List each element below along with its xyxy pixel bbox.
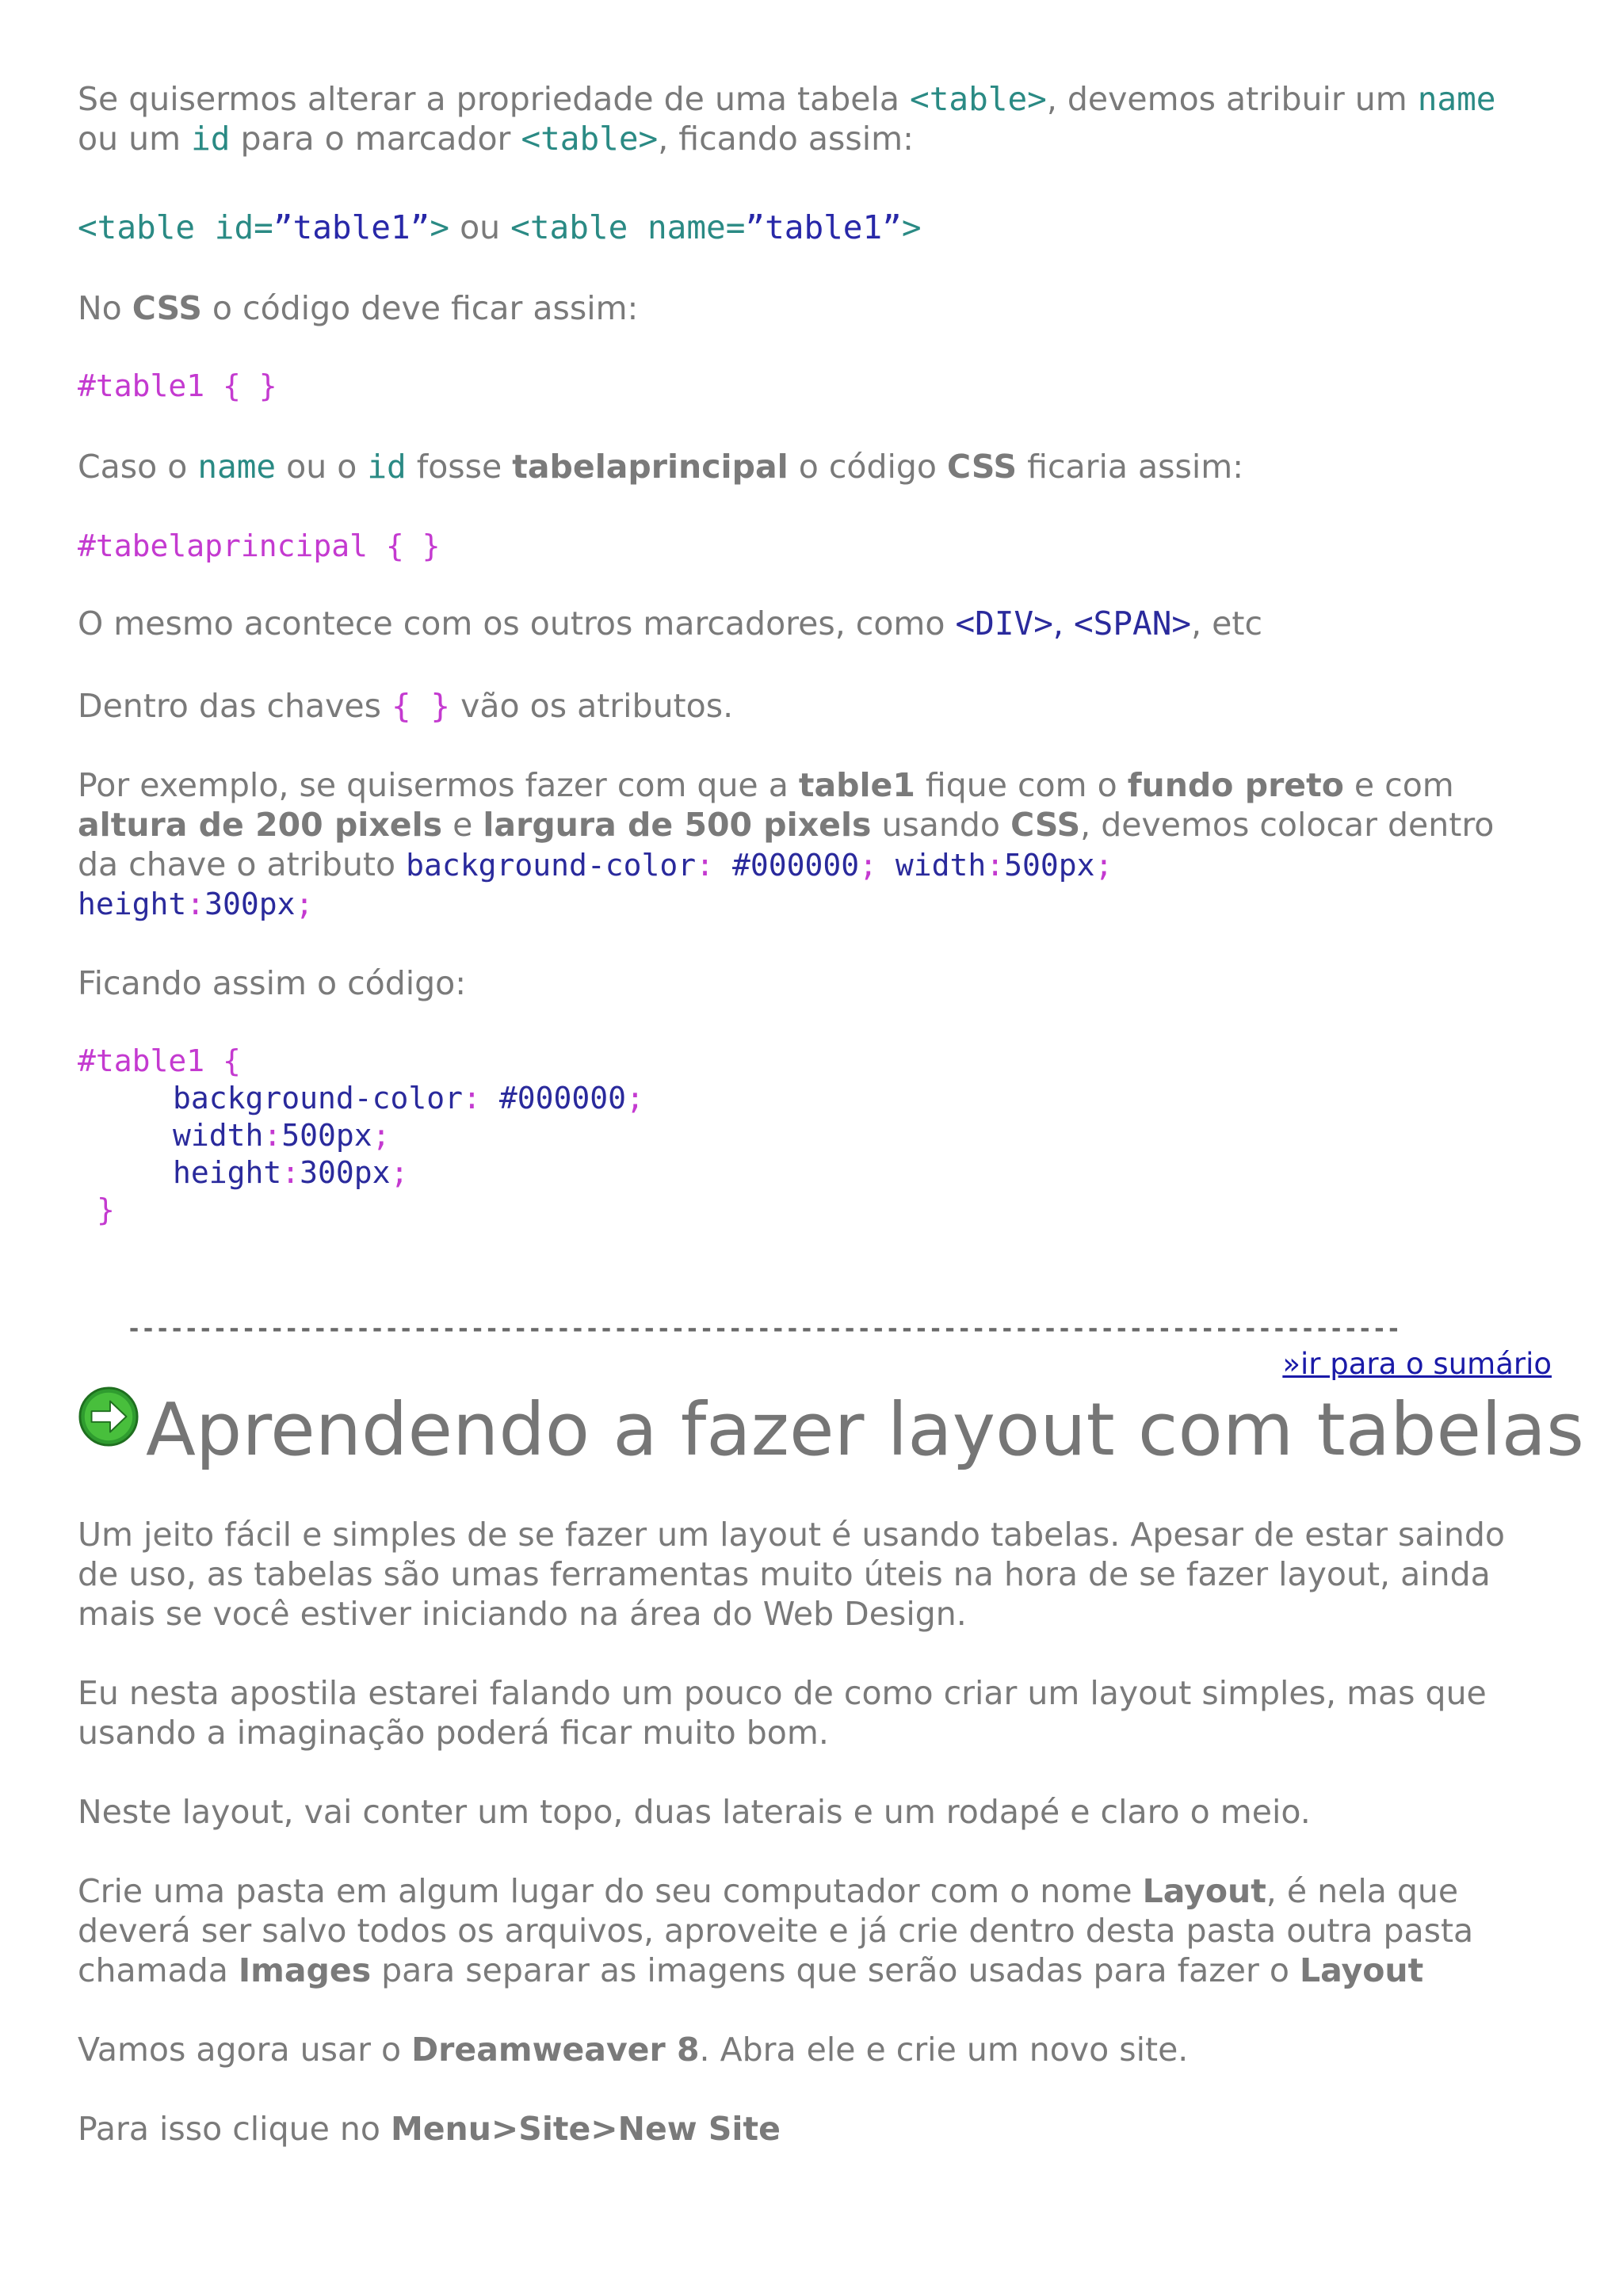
text: da chave o atributo [78, 845, 407, 883]
code-line [78, 1154, 1583, 1192]
text: , é nela que [1266, 1872, 1459, 1910]
code-inline: name= [647, 208, 746, 246]
paragraph-intro [78, 79, 1583, 158]
text: ou um [78, 120, 192, 158]
paragraph-new-site [78, 2109, 1583, 2149]
code-inline: ; [390, 1155, 409, 1190]
code-line: #table1 { [78, 1043, 241, 1078]
text: Caso o [78, 448, 198, 486]
code-line [78, 1080, 1583, 1117]
code-inline: background-color [406, 848, 697, 883]
text-bold: Layout [1299, 1951, 1424, 1989]
paragraph-line: mais se você estiver iniciando na área do Web Design. [78, 1595, 967, 1633]
text-bold: Menu>Site>New Site [390, 2110, 781, 2148]
text: Vamos agora usar o [78, 2031, 412, 2069]
code-inline: height [173, 1155, 282, 1190]
text-bold: table1 [798, 766, 915, 804]
paragraph-line [78, 805, 1583, 845]
code-inline: ; [859, 848, 877, 883]
code-inline: : [263, 1118, 282, 1153]
code-line [78, 1117, 1583, 1154]
text: para separar as imagens que serão usadas para fazer o [371, 1951, 1300, 1989]
paragraph-line: de uso, as tabelas são umas ferramentas muito úteis na hora de se fazer layout, ainda [78, 1555, 1491, 1593]
text: para o marcador [230, 120, 521, 158]
paragraph-line: Eu nesta apostila estarei falando um pouco de como criar um layout simples, mas que [78, 1674, 1487, 1712]
paragraph-markers [78, 604, 1583, 643]
arrow-right-icon [78, 1386, 139, 1447]
text: , etc [1191, 605, 1262, 643]
code-inline: ”table1” [745, 208, 902, 246]
code-inline: <table [510, 208, 647, 246]
code-inline: width [876, 848, 987, 883]
code-inline: <table> [910, 80, 1047, 118]
paragraph-line [78, 1871, 1583, 1911]
section-separator: ----------------------------------------------------------------------------------------- [127, 1315, 1401, 1334]
code-inline: 500px [281, 1118, 372, 1153]
code-line: } [97, 1192, 115, 1227]
code-inline: <table [78, 208, 215, 246]
code-inline: > [430, 208, 450, 246]
code-block: #table1 { } [78, 368, 277, 403]
text: , devemos colocar dentro [1080, 806, 1495, 844]
section-heading [78, 1383, 1584, 1478]
text-bold: CSS [947, 448, 1018, 486]
text-bold: tabelaprincipal [512, 448, 789, 486]
paragraph-line [78, 1951, 1583, 1990]
text-bold: Layout [1142, 1872, 1266, 1910]
code-inline: : [986, 848, 1005, 883]
paragraph-apostila [78, 1673, 1583, 1753]
code-inline: ; [625, 1081, 644, 1116]
text: No [78, 289, 132, 327]
text-bold: Dreamweaver 8 [411, 2031, 700, 2069]
text: ficaria assim: [1017, 448, 1244, 486]
text: usando [871, 806, 1011, 844]
code-inline: 300px [300, 1155, 391, 1190]
text: O mesmo acontece com os outros marcadores, como [78, 605, 956, 643]
paragraph-case [78, 447, 1583, 486]
paragraph-layout-parts: Neste layout, vai conter um topo, duas laterais e um rodapé e claro o meio. [78, 1793, 1311, 1831]
paragraph-layout-intro [78, 1515, 1583, 1634]
text: , [1052, 605, 1074, 643]
text-bold: CSS [1010, 806, 1081, 844]
code-inline: background-color [173, 1081, 464, 1116]
toc-link[interactable]: »ir para o sumário [1282, 1347, 1552, 1381]
text: Se quisermos alterar a propriedade de uma tabela [78, 80, 911, 118]
text: , ficando assim: [658, 120, 914, 158]
code-inline: <SPAN> [1073, 605, 1192, 643]
paragraph-line: usando a imaginação poderá ficar muito bom. [78, 1714, 829, 1752]
code-inline: ”table1” [273, 208, 430, 246]
code-inline: id [367, 448, 407, 486]
code-inline: <DIV> [955, 605, 1053, 643]
paragraph-code-intro: Ficando assim o código: [78, 964, 467, 1002]
text-bold: Images [238, 1951, 372, 1989]
text: e [442, 806, 483, 844]
text-bold: fundo preto [1127, 766, 1344, 804]
paragraph-dreamweaver [78, 2030, 1583, 2069]
code-inline: width [173, 1118, 264, 1153]
text: Por exemplo, se quisermos fazer com que a [78, 766, 799, 804]
paragraph-braces [78, 686, 1583, 726]
code-inline: #000000 [480, 1081, 626, 1116]
code-block: #tabelaprincipal { } [78, 528, 441, 563]
code-inline: <table> [521, 120, 659, 158]
text: Crie uma pasta em algum lugar do seu computador com o nome [78, 1872, 1143, 1910]
text: Para isso clique no [78, 2110, 391, 2148]
code-inline: : [463, 1081, 481, 1116]
code-inline: name [197, 448, 277, 486]
code-inline: id [191, 120, 231, 158]
paragraph-css [78, 288, 1583, 328]
paragraph-line: Um jeito fácil e simples de se fazer um layout é usando tabelas. Apesar de estar saindo [78, 1516, 1505, 1554]
code-inline: 500px [1004, 848, 1095, 883]
text: fosse [406, 448, 513, 486]
text-bold: CSS [132, 289, 202, 327]
text: vão os atributos. [450, 687, 734, 725]
code-inline: : [281, 1155, 300, 1190]
code-inline: id= [214, 208, 273, 246]
text: e com [1343, 766, 1454, 804]
paragraph-line [78, 765, 1583, 805]
code-inline: ; [1094, 848, 1113, 883]
text: chamada [78, 1951, 239, 1989]
paragraph-line: deverá ser salvo todos os arquivos, aproveite e já crie dentro desta pasta outra pasta [78, 1912, 1474, 1950]
paragraph-line [78, 79, 1583, 119]
paragraph-line [78, 885, 1583, 922]
code-inline: 300px [204, 887, 296, 921]
text: , devemos atribuir um [1046, 80, 1418, 118]
code-inline: height [78, 887, 187, 921]
text: fique com o [915, 766, 1128, 804]
code-inline: #000000 [714, 848, 860, 883]
example-tags [78, 208, 1583, 247]
code-inline: ; [372, 1118, 391, 1153]
text: o código [788, 448, 948, 486]
code-inline: > [901, 208, 922, 246]
code-inline: : [696, 848, 715, 883]
code-inline: : [186, 887, 205, 921]
text-bold: altura de 200 pixels [78, 806, 443, 844]
code-inline: { } [391, 687, 451, 725]
paragraph-line [78, 845, 1583, 885]
code-inline: name [1417, 80, 1496, 118]
paragraph-line [78, 119, 1583, 158]
text-bold: largura de 500 pixels [483, 806, 872, 844]
code-block-table1 [78, 1043, 1583, 1229]
code-inline: ; [295, 887, 314, 921]
text: ou [449, 208, 511, 246]
paragraph-folder [78, 1871, 1583, 1990]
text: Dentro das chaves [78, 687, 392, 725]
text: ou o [276, 448, 368, 486]
section-title: Aprendendo a fazer layout com tabelas [146, 1387, 1584, 1472]
text: o código deve ficar assim: [201, 289, 639, 327]
text: . Abra ele e crie um novo site. [699, 2031, 1189, 2069]
paragraph-example [78, 765, 1583, 922]
